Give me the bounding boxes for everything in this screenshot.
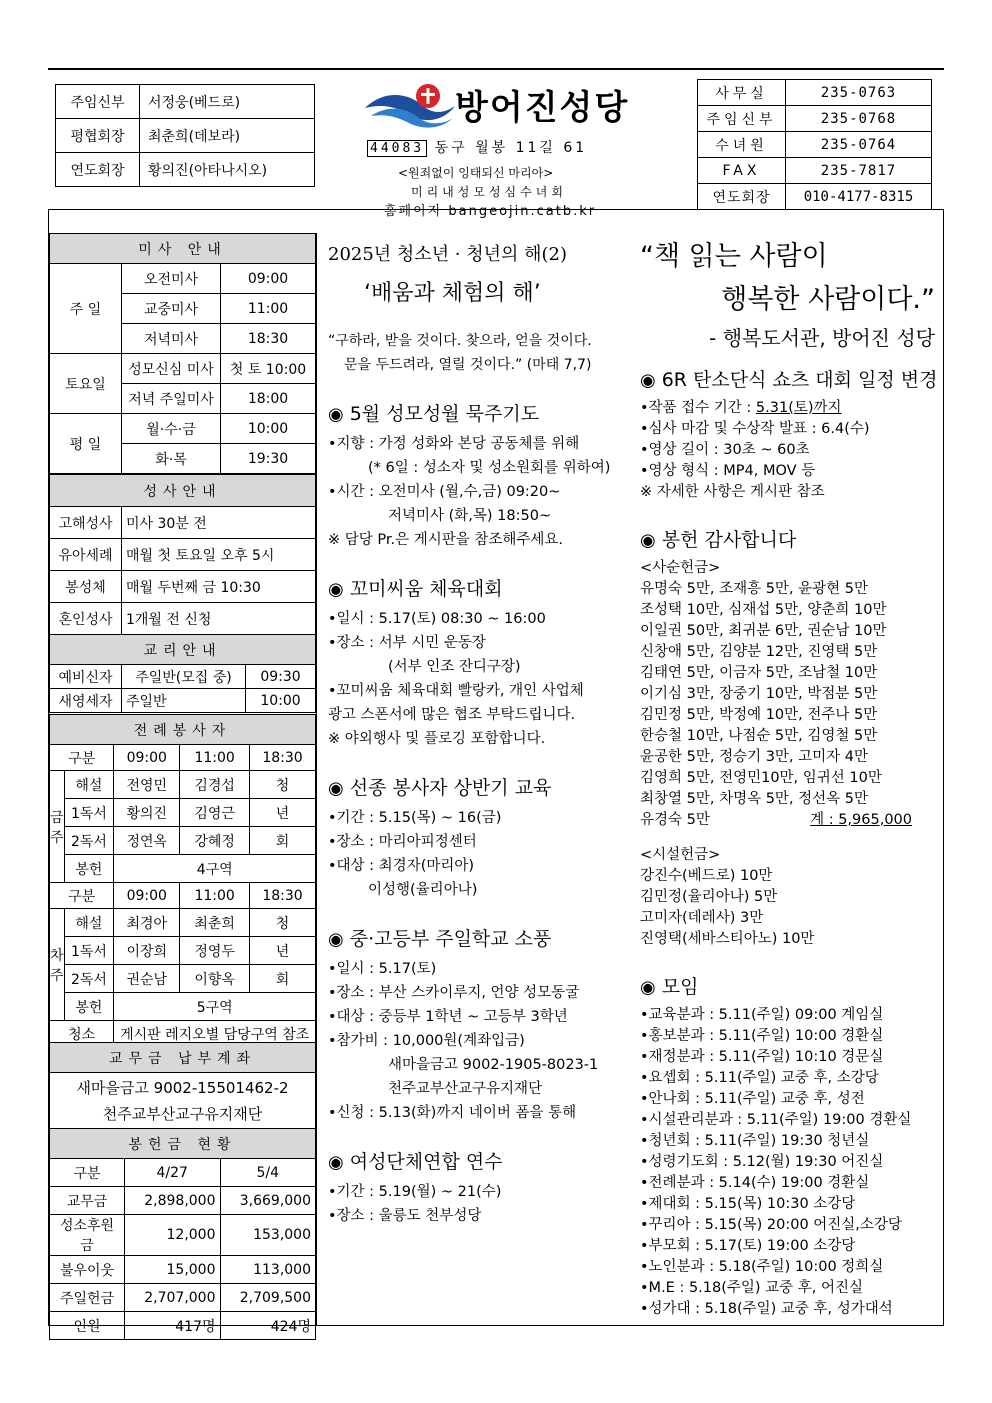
liturgy-col-label: 구분 [50,745,114,771]
meeting-item: •제대회 : 5.15(목) 10:30 소강당 [640,1196,856,1212]
liturgy-title: 전례봉사자 [50,715,316,745]
liturgy-table [49,714,316,1047]
sunday-label: 주 일 [50,264,122,354]
notice-line: 광고 스폰서에 많은 협조 부탁드립니다. [328,707,576,723]
notice-line: •장소 : 마리아피정센터 [328,834,477,850]
liturgy-time: 11:00 [180,883,250,909]
liturgy-youth: 회 [250,827,316,855]
lent-offering-label: <사순헌금> [640,560,721,576]
mass-title: 미사 안내 [50,234,316,264]
account-number: 새마을금고 9002-15501462-2 [76,1078,289,1097]
liturgy-time: 18:30 [250,745,316,771]
contact-value: 235-0768 [786,106,932,132]
contact-value: 235-0763 [786,80,932,106]
notice-line: •일시 : 5.17(토) [328,961,437,977]
liturgy-time: 09:00 [114,883,180,909]
facility-donor: 김민정(율리아나) 5만 [640,889,778,905]
liturgy-role: 1독서 [64,937,114,965]
donor-line: 최창열 5만, 차명옥 5만, 정선옥 5만 [640,791,869,807]
scripture-quote: “구하라, 받을 것이다. 찾으라, 얻을 것이다. [328,333,592,349]
liturgy-time: 09:00 [114,745,180,771]
liturgy-person: 권순남 [114,965,180,993]
staff-role: 평협회장 [56,119,140,153]
book-quote-line2: 행복한 사람이다.” [721,284,935,315]
doctrine-time: 09:30 [246,665,316,689]
liturgy-youth: 회 [250,965,316,993]
mass-time: 10:00 [221,414,316,444]
liturgy-role: 봉헌 [64,855,114,883]
shorts-deadline [640,398,935,419]
shorts-title: 6R 탄소단식 쇼츠 대회 일정 변경 [661,369,938,391]
meeting-item: •부모회 : 5.17(토) 19:00 소강당 [640,1238,856,1254]
mass-time: 09:00 [221,264,316,294]
contact-value: 235-7817 [786,158,932,184]
liturgy-person: 강혜정 [180,827,250,855]
contact-value: 235-0764 [786,132,932,158]
meeting-list [640,1005,935,1320]
logo-wave-icon [363,80,458,130]
contact-table [697,79,932,210]
meeting-item: •재정분과 : 5.11(주일) 10:10 경문실 [640,1049,884,1065]
cleaning-value: 게시판 레지오별 담당구역 참조 [114,1021,316,1047]
next-week-label: 차주 [50,909,65,1021]
offering-date: 5/4 [220,1159,316,1187]
mass-time: 18:00 [221,384,316,414]
sacrament-desc: 1개월 전 신청 [122,603,316,635]
liturgy-person: 이향옥 [180,965,250,993]
offering-date: 4/27 [125,1159,221,1187]
meetings-section-title [640,972,935,999]
address-text: 동구 월봉 11길 61 [434,140,588,156]
doctrine-time: 10:00 [246,689,316,713]
middle-sections [328,399,628,1228]
donor-line: 이기심 3만, 장중기 10만, 박점분 5만 [640,686,878,702]
sacrament-desc: 미사 30분 전 [122,507,316,539]
liturgy-person: 김영근 [180,799,250,827]
book-quote-line1: “책 읽는 사람이 [640,241,828,272]
notice-title: 꼬미씨움 체육대회 [349,578,503,600]
liturgy-role: 2독서 [64,965,114,993]
shorts-line: •영상 길이 : 30초 ~ 60초 [640,442,810,458]
offering-name: 교무금 [50,1187,125,1215]
book-quote-source: - 행복도서관, 방어진 성당 [709,326,935,350]
facility-donor: 진영택(세바스티아노) 10만 [640,931,815,947]
notice-line: •대상 : 중등부 1학년 ~ 고등부 3학년 [328,1009,568,1025]
offering-status-title: 봉헌금 현황 [50,1129,316,1159]
donor-line: 윤공한 5만, 정승기 3만, 고미자 4만 [640,749,869,765]
sacrament-name: 봉성체 [50,571,122,603]
bullet-icon: ◉ [640,530,656,551]
right-column [640,234,938,1320]
donor-line: 김민정 5만, 박정예 10만, 전주나 5만 [640,707,878,723]
liturgy-youth: 청 [250,771,316,799]
doctrine-desc: 주일반(모집 중) [122,665,246,689]
offering-amount: 15,000 [125,1256,221,1284]
mass-time: 첫 토 10:00 [221,354,316,384]
donor-line: 조성택 10만, 심재섭 5만, 양춘희 10만 [640,602,887,618]
this-week-label: 금주 [50,771,65,883]
sacrament-name: 혼인성사 [50,603,122,635]
notice-line: •지향 : 가정 성화와 본당 공동체를 위해 [328,436,580,452]
offering-name: 성소후원금 [50,1215,125,1256]
bullet-icon: ◉ [328,579,344,600]
donation-total: 계 : 5,965,000 [810,812,912,828]
liturgy-role: 2독서 [64,827,114,855]
column-divider [316,233,317,1326]
year-theme: ‘배움과 체험의 해’ [364,281,541,306]
notice-line: 이성행(율리아나) [368,882,478,898]
offering-amount: 2,707,000 [125,1284,221,1312]
notice-line: •장소 : 울릉도 천부성당 [328,1208,482,1224]
offering-zone: 4구역 [114,855,316,883]
thanks-section-title [640,525,935,552]
mass-name: 교중미사 [122,294,221,324]
account-table [49,1042,316,1129]
contact-label: 주임신부 [698,106,786,132]
facility-list [640,866,935,950]
offering-name: 인원 [50,1312,125,1340]
notice-title: 중·고등부 주일학교 소풍 [349,928,552,950]
facility-donor: 고미자(데레사) 3만 [640,910,764,926]
notice-line: •기간 : 5.19(월) ~ 21(수) [328,1184,502,1200]
mass-time: 19:30 [221,444,316,474]
meeting-item: •안나회 : 5.11(주일) 교중 후, 성전 [640,1091,865,1107]
sacrament-table [49,474,316,635]
notice-line: 저녁미사 (화,목) 18:50~ [388,508,552,524]
shorts-line: •심사 마감 및 수상작 발표 : 6.4(수) [640,421,870,437]
offering-col-label: 구분 [50,1159,125,1187]
account-holder: 천주교부산교구유지재단 [102,1104,263,1123]
notice-section-title [328,399,628,426]
contact-value: 010-4177-8315 [786,184,932,210]
offering-amount: 153,000 [220,1215,316,1256]
mass-name: 오전미사 [122,264,221,294]
sacrament-name: 고해성사 [50,507,122,539]
liturgy-role: 1독서 [64,799,114,827]
offering-name: 불우이웃 [50,1256,125,1284]
liturgy-col-label: 구분 [50,883,114,909]
sacrament-name: 유아세례 [50,539,122,571]
liturgy-youth: 청 [250,909,316,937]
notice-line: •장소 : 부산 스카이루지, 언양 성모동굴 [328,985,580,1001]
attendance: 424명 [220,1312,316,1340]
meeting-item: •전례분과 : 5.14(수) 19:00 경환실 [640,1175,870,1191]
saturday-label: 토요일 [50,354,122,414]
liturgy-person: 정연옥 [114,827,180,855]
doctrine-name: 예비신자 [50,665,122,689]
doctrine-desc: 주일반 [122,689,246,713]
meeting-item: •꾸리아 : 5.15(목) 20:00 어진실,소강당 [640,1217,902,1233]
liturgy-person: 김경섭 [180,771,250,799]
top-rule [48,68,944,70]
sacrament-desc: 매월 두번째 금 10:30 [122,571,316,603]
donor-line: 김태연 5만, 이금자 5만, 조남철 10만 [640,665,878,681]
offering-amount: 3,669,000 [220,1187,316,1215]
homepage: 홈페이지 bangeojin.catb.kr [384,204,597,219]
notice-title: 여성단체연합 연수 [349,1151,503,1173]
bullet-icon: ◉ [328,1152,344,1173]
notice-line: ※ 담당 Pr.은 게시판을 참조해주세요. [328,532,564,548]
congregation: 미리내성모성심수녀회 [411,185,567,199]
meeting-item: •시설관리분과 : 5.11(주일) 19:00 경환실 [640,1112,912,1128]
year-title: 2025년 청소년 · 청년의 해(2) [328,244,568,265]
liturgy-person: 전영민 [114,771,180,799]
notice-section-title [328,773,628,800]
notice-line: •신청 : 5.13(화)까지 네이버 폼을 통해 [328,1105,577,1121]
meeting-item: •요셉회 : 5.11(주일) 교중 후, 소강당 [640,1070,879,1086]
staff-name: 최춘희(데보라) [140,119,315,153]
offering-amount: 12,000 [125,1215,221,1256]
mass-name: 성모신심 미사 [122,354,221,384]
meeting-item: •성령기도회 : 5.12(월) 19:30 어진실 [640,1154,884,1170]
liturgy-time: 11:00 [180,745,250,771]
notice-line: (* 6일 : 성소자 및 성소원회를 위하여) [368,460,611,476]
staff-table [55,84,315,187]
offering-status-table [49,1128,316,1340]
bullet-icon: ◉ [328,778,344,799]
shorts-section-title [640,365,938,392]
notice-line: 천주교부산교구유지재단 [388,1081,543,1097]
account-info [50,1073,316,1129]
attendance: 417명 [125,1312,221,1340]
staff-name: 황의진(아타나시오) [140,153,315,187]
mass-name: 저녁 주일미사 [122,384,221,414]
sacrament-title: 성사안내 [50,475,316,507]
staff-role: 연도회장 [56,153,140,187]
liturgy-role: 해설 [64,909,114,937]
notice-title: 선종 봉사자 상반기 교육 [349,777,552,799]
mass-name: 저녁미사 [122,324,221,354]
sacrament-desc: 매월 첫 토요일 오후 5시 [122,539,316,571]
thanks-title: 봉헌 감사합니다 [661,529,797,551]
weekday-label: 평 일 [50,414,122,474]
liturgy-person: 정영두 [180,937,250,965]
notice-section-title [328,574,628,601]
offering-name: 주일헌금 [50,1284,125,1312]
liturgy-youth: 년 [250,937,316,965]
contact-label: 연도회장 [698,184,786,210]
donor-line: 유경숙 5만 [640,812,710,828]
offering-amount: 2,898,000 [125,1187,221,1215]
motto: <원죄없이 잉태되신 마리아> [398,166,554,180]
notice-line: •시간 : 오전미사 (월,수,금) 09:20~ [328,484,561,500]
notice-line: •일시 : 5.17(토) 08:30 ~ 16:00 [328,611,546,627]
liturgy-person: 최경아 [114,909,180,937]
notice-line: (서부 인조 잔디구장) [388,659,521,675]
liturgy-role: 봉헌 [64,993,114,1021]
liturgy-person: 최춘희 [180,909,250,937]
scripture-quote: 문을 두드려라, 열릴 것이다.” (마태 7,7) [344,357,592,373]
address [367,137,587,157]
meeting-item: •성가대 : 5.18(주일) 교중 후, 성가대석 [640,1301,893,1317]
postcode: 44083 [367,140,427,157]
liturgy-youth: 년 [250,799,316,827]
shorts-line: ※ 자세한 사항은 게시판 참조 [640,484,825,500]
meeting-item: •홍보분과 : 5.11(주일) 10:00 경환실 [640,1028,884,1044]
notice-line: ※ 야외행사 및 플로깅 포함합니다. [328,731,546,747]
meeting-item: •청년회 : 5.11(주일) 19:30 청년실 [640,1133,870,1149]
notice-title: 5월 성모성월 묵주기도 [349,403,540,425]
mass-name: 월·수·금 [122,414,221,444]
offering-zone: 5구역 [114,993,316,1021]
cleaning-label: 청소 [50,1021,114,1047]
donor-list [640,579,935,810]
notice-section-title [328,924,628,951]
donor-line: 신창애 5만, 김양분 12만, 진영택 5만 [640,644,878,660]
donor-total-row [640,810,912,831]
notice-line: •기간 : 5.15(목) ~ 16(금) [328,810,502,826]
donor-line: 한승철 10만, 나점순 5만, 김영철 5만 [640,728,878,744]
donor-line: 이일권 50만, 최귀분 6만, 권순남 10만 [640,623,887,639]
meetings-title: 모임 [661,976,699,998]
liturgy-time: 18:30 [250,883,316,909]
liturgy-role: 해설 [64,771,114,799]
account-title: 교무금 납부계좌 [50,1043,316,1073]
doctrine-table [49,634,316,713]
bullet-icon: ◉ [640,370,656,391]
doctrine-name: 새영세자 [50,689,122,713]
mass-name: 화·목 [122,444,221,474]
notice-section-title [328,1147,628,1174]
shorts-deadline-label: •작품 접수 기간 : [640,400,756,416]
staff-role: 주임신부 [56,85,140,119]
mass-time: 18:30 [221,324,316,354]
offering-amount: 2,709,500 [220,1284,316,1312]
shorts-line: •영상 형식 : MP4, MOV 등 [640,463,816,479]
mass-time: 11:00 [221,294,316,324]
mass-table [49,233,316,474]
staff-name: 서정웅(베드로) [140,85,315,119]
contact-label: 사무실 [698,80,786,106]
notice-line: 새마을금고 9002-1905-8023-1 [388,1057,599,1073]
notice-line: •대상 : 최경자(마리아) [328,858,475,874]
bullet-icon: ◉ [328,404,344,425]
doctrine-title: 교리안내 [50,635,316,665]
liturgy-person: 황의진 [114,799,180,827]
notice-line: •장소 : 서부 시민 운동장 [328,635,486,651]
facility-donor: 강진수(베드로) 10만 [640,868,773,884]
bullet-icon: ◉ [640,977,656,998]
shorts-deadline-date: 5.31(토)까지 [755,400,842,416]
meeting-item: •교육분과 : 5.11(주일) 09:00 계임실 [640,1007,884,1023]
donor-line: 유명숙 5만, 조재흥 5만, 윤광현 5만 [640,581,869,597]
middle-column [328,240,628,1228]
meeting-item: •노인분과 : 5.18(주일) 10:00 정희실 [640,1259,884,1275]
notice-line: •참가비 : 10,000원(계좌입금) [328,1033,525,1049]
church-name: 방어진성당 [455,88,630,128]
contact-label: 수녀원 [698,132,786,158]
notice-line: •꼬미씨움 체육대회 빨랑카, 개인 사업체 [328,683,584,699]
contact-label: FAX [698,158,786,184]
bullet-icon: ◉ [328,929,344,950]
meeting-item: •M.E : 5.18(주일) 교중 후, 어진실 [640,1280,864,1296]
offering-amount: 113,000 [220,1256,316,1284]
facility-offering-label: <시설헌금> [640,847,721,863]
liturgy-person: 이장희 [114,937,180,965]
donor-line: 김영희 5만, 전영민10만, 임귀선 10만 [640,770,882,786]
